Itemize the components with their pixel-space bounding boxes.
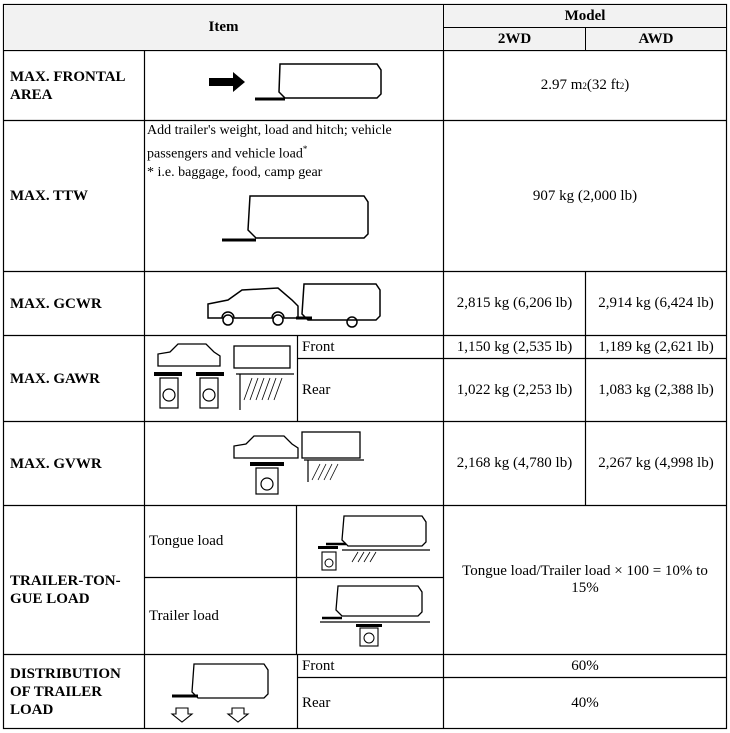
gvwr-awd-text: 2,267 kg (4,998 lb) — [598, 455, 714, 471]
trailer-load-label — [145, 578, 296, 654]
tongue-load-text: Tongue load — [149, 533, 224, 549]
gawr-rear-label — [298, 359, 443, 421]
tongue-label-l1: TRAILER-TON- — [10, 573, 121, 589]
ttw-note-l2: passengers and vehicle load — [147, 146, 303, 162]
gcwr-label-text: MAX. GCWR — [10, 295, 102, 312]
gawr-front-label — [298, 336, 443, 358]
ttw-label-text: MAX. TTW — [10, 188, 89, 204]
distribution-front-text: Front — [302, 657, 335, 674]
gcwr-vehicle-trailer-figure — [200, 278, 390, 330]
header-awd-label: AWD — [638, 30, 674, 47]
gawr-rear-awd-text: 1,083 kg (2,388 lb) — [598, 381, 714, 398]
gawr-rear-2wd — [444, 359, 585, 421]
gvwr-label — [4, 422, 144, 505]
distribution-rear-val-text: 40% — [571, 694, 599, 711]
ttw-note-l3: * i.e. baggage, food, camp gear — [147, 164, 323, 180]
ttw-trailer-figure — [218, 190, 378, 250]
header-model-label: Model — [564, 7, 606, 24]
distribution-label — [4, 655, 144, 728]
distribution-rear-value — [444, 678, 726, 728]
tongue-load-figure — [312, 512, 436, 572]
gcwr-2wd-value — [444, 272, 585, 335]
down-arrow-icon — [172, 708, 192, 722]
frontal-label — [4, 51, 144, 120]
distribution-label-l3: LOAD — [10, 701, 54, 718]
arrow-right-icon — [209, 72, 245, 92]
gvwr-awd-value — [586, 422, 726, 505]
gawr-scales-figure — [148, 340, 296, 418]
distribution-front-value — [444, 655, 726, 677]
gawr-rear-text: Rear — [302, 381, 331, 398]
frontal-value-end: ) — [624, 77, 630, 93]
ttw-label — [4, 121, 144, 271]
tongue-value-l2: 15% — [571, 580, 599, 596]
tongue-value — [444, 506, 726, 654]
header-2wd — [444, 28, 585, 50]
gawr-label — [4, 336, 144, 421]
frontal-value-mid: (32 ft — [586, 77, 620, 93]
distribution-label-l1: DISTRIBUTION — [10, 665, 121, 682]
frontal-value-sup1: 2 — [582, 80, 587, 91]
frontal-label-l2: AREA — [10, 86, 53, 103]
gawr-front-2wd-text: 1,150 kg (2,535 lb) — [456, 338, 573, 355]
trailer-load-text: Trailer load — [149, 607, 219, 624]
tongue-load-label — [145, 506, 296, 577]
gvwr-2wd-text: 2,168 kg (4,780 lb) — [456, 455, 573, 471]
header-model — [444, 5, 726, 27]
gawr-label-text: MAX. GAWR — [10, 370, 100, 387]
ttw-note-star: * — [302, 144, 308, 154]
gvwr-2wd-value — [444, 422, 585, 505]
distribution-rear-label — [298, 678, 443, 728]
frontal-value-main: 2.97 m — [540, 77, 583, 93]
trailer-load-figure — [318, 582, 438, 648]
distribution-label-l2: OF TRAILER — [10, 683, 103, 700]
header-awd — [586, 28, 726, 50]
distribution-front-val-text: 60% — [571, 657, 599, 674]
distribution-front-label — [298, 655, 443, 677]
gcwr-awd-value — [586, 272, 726, 335]
frontal-label-l1: MAX. FRONTAL — [10, 68, 126, 85]
gawr-front-awd — [586, 336, 726, 358]
tongue-label-l2: GUE LOAD — [10, 591, 90, 607]
gcwr-label — [4, 272, 144, 335]
tongue-value-l1: Tongue load/Trailer load × 100 = 10% to — [462, 563, 708, 579]
gawr-front-2wd — [444, 336, 585, 358]
frontal-value-sup2: 2 — [619, 80, 625, 91]
gawr-rear-awd — [586, 359, 726, 421]
ttw-note — [147, 122, 441, 182]
down-arrow-icon — [228, 708, 248, 722]
header-item-label: Item — [208, 19, 239, 35]
ttw-value — [444, 121, 726, 271]
gcwr-awd-text: 2,914 kg (6,424 lb) — [598, 295, 714, 311]
header-item — [4, 5, 443, 50]
header-2wd-label: 2WD — [497, 30, 532, 47]
ttw-note-l1: Add trailer's weight, load and hitch; vehicle — [147, 123, 392, 138]
gawr-front-awd-text: 1,189 kg (2,621 lb) — [598, 338, 714, 355]
frontal-value — [444, 51, 726, 120]
ttw-value-text: 907 kg (2,000 lb) — [532, 187, 638, 204]
gawr-rear-2wd-text: 1,022 kg (2,253 lb) — [456, 381, 573, 398]
distribution-figure — [168, 660, 278, 724]
distribution-rear-text: Rear — [302, 694, 331, 711]
gvwr-label-text: MAX. GVWR — [10, 455, 102, 472]
frontal-trailer-figure — [205, 58, 385, 108]
gcwr-2wd-text: 2,815 kg (6,206 lb) — [456, 295, 573, 311]
tongue-label — [4, 506, 144, 654]
gvwr-scale-figure — [228, 428, 368, 500]
gawr-front-text: Front — [302, 338, 335, 355]
